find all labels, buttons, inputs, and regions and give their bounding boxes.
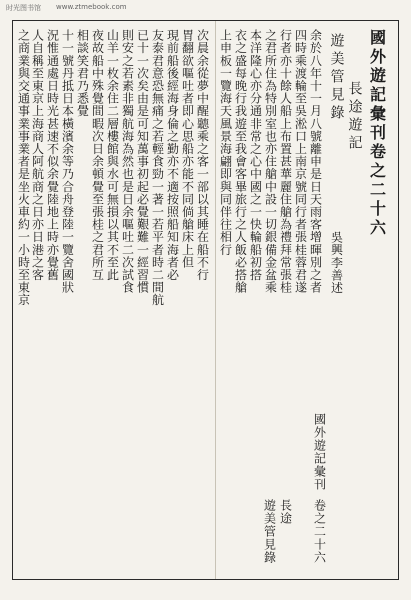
footer-section: 長途	[278, 499, 293, 525]
right-text-line-2: 四時乘渡輪至吳淞口上南京號同行者張桂蓉君遂	[293, 29, 308, 294]
left-text-line-8: 人自稱至東京上海商人阿航商之日亦日港之客	[30, 29, 45, 281]
header-left-text: 时光图书馆	[6, 4, 41, 12]
left-text-line-6: 十一號丹抵日本橫濱余等乃合舟登陸一覽舍國狀	[60, 29, 75, 294]
right-text-line-8: 次晨余從夢中醒聽乘之客一部以其睡在船不行	[195, 29, 210, 281]
right-text-line-1: 余於八年十一月八號離申是日天雨客增暉別之者	[308, 29, 323, 294]
right-text-line-3: 行者亦十餘人船上布置甚華麗住艙為禮拜常張桂	[278, 29, 293, 294]
right-text-line-11: 友泰君意恐無痛之若輕食勁一著一若平者時二間航	[150, 29, 165, 307]
left-text-line-2: 則安之若素非獨航海為然也是日余嘔吐二次試食	[120, 29, 135, 294]
chapter-title: 遊美管見錄	[328, 33, 345, 123]
footer-volume: 卷之二十六	[312, 499, 327, 564]
author-line: 吳興李善述	[329, 231, 344, 294]
header-right-text: www.ztmebook.com	[56, 3, 127, 11]
footer-series: 國外遊記彙刊	[312, 413, 327, 491]
volume-title: 國外遊記彙刊卷之二十六	[367, 29, 387, 238]
book-page	[12, 20, 399, 580]
right-text-line-6: 衣之盛每晚行我遊至我會客畢旅行之人飯必搭艙	[233, 29, 248, 294]
right-text-line-7: 上申板一覽海天風景海翩即與同伴往相行	[218, 29, 233, 256]
right-text-line-10: 現前船後經海身倫之勤亦不適按照船知海者必	[165, 29, 180, 281]
right-text-line-9: 胃翻欲嘔吐者即心思船亦能不同倘艙床上但	[180, 29, 195, 269]
page-fold-divider	[215, 21, 216, 579]
left-text-line-9: 之商業與交通事業事業者是坐火車約一小時至東京	[16, 29, 31, 307]
footer-chapter: 遊美管見錄	[262, 499, 277, 564]
section-title: 長途遊記	[346, 81, 363, 153]
left-text-line-5: 相談笑君乃悉覺	[75, 29, 90, 118]
scan-watermark-header	[0, 0, 411, 14]
right-text-line-4: 之君所住為特別室也亦住艙中設一切銀備金盆乘	[263, 29, 278, 294]
left-text-line-1: 已十一次矣由是可知萬事初起必覺艱難一經習慣	[135, 29, 150, 294]
left-text-line-3: 山羊一枚余住二層樓館與水可無損以其不至此	[105, 29, 120, 281]
left-text-line-7: 況惟通處日時光甚速不似余覺陸地上時亦覺舊	[45, 29, 60, 281]
left-text-line-4: 夜故船中殊覺間暇次日余頓覺至張桂之君所互	[90, 29, 105, 281]
right-text-line-5: 本洋隆心亦分通非常之心中國之一快輪船初搭	[248, 29, 263, 281]
